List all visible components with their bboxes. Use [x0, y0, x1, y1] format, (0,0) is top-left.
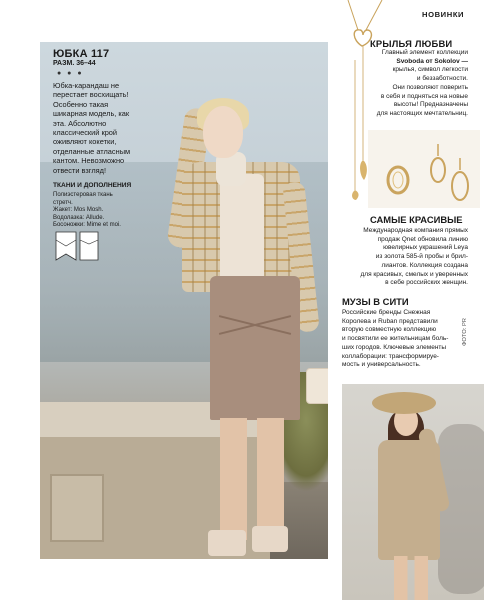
fabrics-text	[53, 192, 139, 230]
handbag	[306, 368, 328, 404]
photo-credit: ФОТО: PR	[462, 318, 468, 346]
fabrics-heading: ТКАНИ И ДОПОЛНЕНИЯ	[53, 182, 132, 189]
wings-line: и беззаботности.	[416, 75, 468, 83]
difficulty-dots: ● ● ●	[57, 70, 84, 77]
wings-line: Главный элемент коллекции	[381, 49, 468, 56]
wings-line: для настоящих мечтательниц.	[376, 109, 468, 117]
pencil-skirt	[210, 276, 300, 420]
wall-panel	[50, 474, 104, 542]
best-line: для красивых, смелых и уверенных	[360, 270, 468, 278]
best-heading: САМЫЕ КРАСИВЫЕ	[370, 214, 463, 225]
muses-line: Королева и Ruban представили	[342, 317, 438, 325]
muses-line: ших городов. Ключевые элементы	[342, 343, 447, 351]
fabrics-line: стретч.	[53, 199, 73, 206]
sandal-right	[252, 526, 288, 552]
sandal-left	[208, 530, 246, 556]
wings-line: высоты! Предназначены	[393, 101, 468, 109]
muses-line: коллаборации: трансформируе-	[342, 352, 439, 360]
wings-line: Svoboda от Sokolov —	[396, 57, 468, 65]
earrings-image	[368, 130, 480, 208]
best-line: лиантов. Коллекция создана	[381, 261, 468, 269]
muses-photo	[342, 384, 484, 600]
wings-line: Они позволяют поверить	[392, 83, 468, 91]
article-title: ЮБКА 117	[53, 48, 110, 60]
muses-line: мость и универсальность.	[342, 361, 421, 369]
section-tag: НОВИНКИ	[422, 10, 465, 19]
model-legs	[220, 418, 284, 540]
best-line: в себе российских женщин.	[385, 279, 468, 287]
wings-line: крылья, символ легкости	[392, 66, 468, 74]
wings-heading: КРЫЛЬЯ ЛЮБВИ	[370, 38, 453, 49]
muses-heading: МУЗЫ В СИТИ	[342, 296, 409, 307]
article-intro: Юбка-карандаш не перестает восхищать! Особенно такая шикарная модель, как эта. Абсолютно классический крой оживляют кокетки, отделанные атласным кантом. Невозможно отвести взгляд!	[53, 81, 131, 175]
fabrics-line: Водолазка: Allude.	[53, 214, 105, 221]
wings-line: в себя и подняться на новые	[380, 92, 468, 100]
straw-hat	[372, 392, 436, 414]
fabrics-line: Босоножки: Mime et moi.	[53, 222, 121, 228]
wings-text	[358, 49, 468, 119]
muses-line: и посвятили ее жительницам боль-	[342, 335, 449, 343]
turtleneck	[220, 174, 264, 284]
fabrics-line: Полиэстеровая ткань	[53, 192, 113, 198]
best-line: продаж Qnet обновила линию	[377, 235, 468, 243]
best-line: ювелирных украшений Leya	[383, 244, 468, 252]
best-line: из золота 585-й пробы и брил-	[375, 253, 468, 261]
muses-line: Российские бренды Снежная	[342, 309, 431, 316]
model-legs	[394, 556, 428, 600]
best-line: Международная компания прямых	[363, 227, 468, 234]
best-text	[338, 227, 468, 288]
model-face	[203, 106, 243, 158]
size-range: РАЗМ. 36–44	[53, 60, 96, 67]
muses-line: вторую совместную коллекцию	[342, 326, 437, 334]
skirt-pattern-sketch	[54, 230, 100, 264]
muses-text	[342, 309, 450, 370]
fabrics-line: Жакет: Mos Mosh.	[53, 207, 104, 213]
